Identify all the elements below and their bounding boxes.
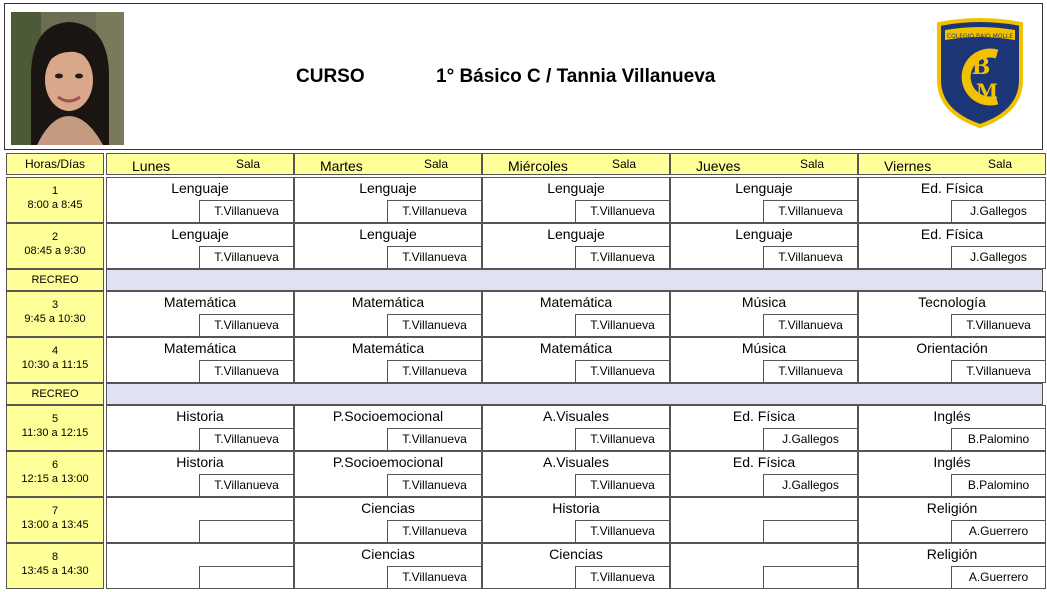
subject-name: Lenguaje <box>547 226 605 242</box>
subject-name: Música <box>741 294 787 310</box>
teacher-name <box>763 520 857 542</box>
teacher-name: T.Villanueva <box>575 474 669 496</box>
school-logo <box>935 16 1025 128</box>
period-time-cell <box>6 543 104 589</box>
schedule-cell <box>858 451 1046 497</box>
schedule-cell <box>482 223 670 269</box>
schedule-cell <box>106 543 294 589</box>
recreo-band <box>106 383 1043 405</box>
schedule-cell <box>106 451 294 497</box>
teacher-name: T.Villanueva <box>387 520 481 542</box>
subject-name: P.Socioemocional <box>332 408 444 424</box>
sala-label: Sala <box>423 157 448 171</box>
subject-name: Matemática <box>539 340 613 356</box>
schedule-cell <box>482 291 670 337</box>
day-header-lunes <box>106 153 294 175</box>
schedule-cell <box>106 497 294 543</box>
teacher-name <box>199 520 293 542</box>
period-time-range: 13:00 a 13:45 <box>21 519 89 531</box>
subject-name: P.Socioemocional <box>332 454 444 470</box>
subject-name: Matemática <box>351 340 425 356</box>
schedule-cell <box>106 291 294 337</box>
schedule-cell <box>482 177 670 223</box>
teacher-name: J.Gallegos <box>763 474 857 496</box>
schedule-table <box>4 153 1043 589</box>
schedule-cell <box>294 223 482 269</box>
period-number: 5 <box>51 413 59 425</box>
teacher-name: T.Villanueva <box>763 246 857 268</box>
schedule-cell <box>670 291 858 337</box>
teacher-name: T.Villanueva <box>199 360 293 382</box>
subject-name: Religión <box>926 500 978 516</box>
period-number: 3 <box>51 299 59 311</box>
teacher-name: T.Villanueva <box>387 566 481 588</box>
schedule-cell <box>858 291 1046 337</box>
teacher-name: T.Villanueva <box>575 428 669 450</box>
subject-name: Orientación <box>916 340 988 356</box>
schedule-cell <box>670 451 858 497</box>
period-time-cell <box>6 497 104 543</box>
schedule-cell <box>294 337 482 383</box>
day-header-jueves <box>670 153 858 175</box>
subject-name: Historia <box>552 500 600 516</box>
schedule-cell <box>294 497 482 543</box>
period-number: 8 <box>51 551 59 563</box>
recreo-label: RECREO <box>6 383 104 405</box>
teacher-name: T.Villanueva <box>575 520 669 542</box>
subject-name: Lenguaje <box>547 180 605 196</box>
schedule-cell <box>858 405 1046 451</box>
time-header: Horas/Días <box>6 153 104 175</box>
period-time-cell <box>6 223 104 269</box>
subject-name: Lenguaje <box>359 180 417 196</box>
teacher-name: T.Villanueva <box>387 428 481 450</box>
subject-name: Ed. Física <box>732 408 796 424</box>
teacher-portrait-image <box>11 12 124 145</box>
schedule-cell <box>670 337 858 383</box>
period-number: 1 <box>51 185 59 197</box>
teacher-name: J.Gallegos <box>951 246 1045 268</box>
schedule-cell <box>482 405 670 451</box>
day-name: Jueves <box>696 158 741 174</box>
teacher-name: T.Villanueva <box>387 474 481 496</box>
svg-text:B: B <box>971 54 991 80</box>
teacher-name: T.Villanueva <box>199 314 293 336</box>
schedule-cell <box>858 223 1046 269</box>
subject-name: Matemática <box>163 340 237 356</box>
svg-text:M: M <box>975 79 999 103</box>
schedule-cell <box>670 497 858 543</box>
schedule-cell <box>858 497 1046 543</box>
teacher-name: T.Villanueva <box>951 314 1045 336</box>
period-number: 2 <box>51 231 59 243</box>
teacher-name: A.Guerrero <box>951 566 1045 588</box>
day-name: Viernes <box>884 158 932 174</box>
schedule-cell <box>294 405 482 451</box>
teacher-name: T.Villanueva <box>199 428 293 450</box>
sala-label: Sala <box>987 157 1012 171</box>
teacher-name: T.Villanueva <box>575 566 669 588</box>
schedule-cell <box>670 223 858 269</box>
teacher-name: T.Villanueva <box>199 246 293 268</box>
period-time-cell <box>6 291 104 337</box>
teacher-name <box>763 566 857 588</box>
teacher-name: B.Palomino <box>951 428 1045 450</box>
period-time-range: 11:30 a 12:15 <box>21 427 89 439</box>
subject-name: Ed. Física <box>732 454 796 470</box>
period-time-range: 10:30 a 11:15 <box>21 359 89 371</box>
subject-name: Música <box>741 340 787 356</box>
teacher-name: B.Palomino <box>951 474 1045 496</box>
day-header-martes <box>294 153 482 175</box>
schedule-cell <box>294 543 482 589</box>
schedule-cell <box>294 291 482 337</box>
schedule-cell <box>858 177 1046 223</box>
teacher-name: T.Villanueva <box>575 246 669 268</box>
subject-name: Ciencias <box>361 500 415 516</box>
subject-name: Matemática <box>539 294 613 310</box>
teacher-photo <box>11 12 124 145</box>
teacher-name: T.Villanueva <box>387 200 481 222</box>
day-header-viernes <box>858 153 1046 175</box>
subject-name: Ciencias <box>549 546 603 562</box>
schedule-cell <box>106 337 294 383</box>
course-title: 1° Básico C / Tannia Villanueva <box>436 66 716 87</box>
teacher-name: T.Villanueva <box>575 360 669 382</box>
period-time-range: 8:00 a 8:45 <box>27 199 83 211</box>
teacher-name: T.Villanueva <box>199 200 293 222</box>
sala-label: Sala <box>799 157 824 171</box>
teacher-name: A.Guerrero <box>951 520 1045 542</box>
schedule-cell <box>482 451 670 497</box>
schedule-cell <box>106 177 294 223</box>
subject-name: Lenguaje <box>735 226 793 242</box>
teacher-name: T.Villanueva <box>387 360 481 382</box>
subject-name: Historia <box>176 454 224 470</box>
subject-name: Lenguaje <box>171 226 229 242</box>
day-name: Martes <box>320 158 363 174</box>
schedule-cell <box>482 497 670 543</box>
teacher-name: T.Villanueva <box>575 200 669 222</box>
subject-name: Lenguaje <box>359 226 417 242</box>
schedule-cell <box>294 451 482 497</box>
recreo-band <box>106 269 1043 291</box>
period-time-range: 12:15 a 13:00 <box>21 473 89 485</box>
schedule-cell <box>858 543 1046 589</box>
subject-name: Lenguaje <box>171 180 229 196</box>
schedule-cell <box>670 543 858 589</box>
curso-label: CURSO <box>296 66 365 87</box>
schedule-cell <box>670 177 858 223</box>
subject-name: Matemática <box>351 294 425 310</box>
day-name: Miércoles <box>508 158 568 174</box>
recreo-label: RECREO <box>6 269 104 291</box>
day-header-miércoles <box>482 153 670 175</box>
period-number: 6 <box>51 459 59 471</box>
subject-name: Tecnología <box>918 294 986 310</box>
teacher-name: T.Villanueva <box>763 360 857 382</box>
period-number: 7 <box>51 505 59 517</box>
teacher-name: T.Villanueva <box>387 314 481 336</box>
period-number: 4 <box>51 345 59 357</box>
schedule-cell <box>482 543 670 589</box>
schedule-cell <box>670 405 858 451</box>
subject-name: Historia <box>176 408 224 424</box>
period-time-cell <box>6 451 104 497</box>
subject-name: A.Visuales <box>543 454 609 470</box>
svg-text:COLEGIO BAJO MOLLE: COLEGIO BAJO MOLLE <box>946 33 1014 40</box>
schedule-cell <box>858 337 1046 383</box>
teacher-name: T.Villanueva <box>199 474 293 496</box>
subject-name: A.Visuales <box>543 408 609 424</box>
subject-name: Ed. Física <box>920 226 984 242</box>
schedule-cell <box>106 405 294 451</box>
schedule-cell <box>482 337 670 383</box>
subject-name: Inglés <box>933 408 971 424</box>
subject-name: Inglés <box>933 454 971 470</box>
teacher-name: T.Villanueva <box>763 200 857 222</box>
teacher-name: T.Villanueva <box>951 360 1045 382</box>
schedule-cell <box>106 223 294 269</box>
teacher-name: J.Gallegos <box>951 200 1045 222</box>
teacher-name: J.Gallegos <box>763 428 857 450</box>
period-time-range: 08:45 a 9:30 <box>24 245 86 257</box>
period-time-range: 13:45 a 14:30 <box>21 565 89 577</box>
period-time-cell <box>6 337 104 383</box>
sala-label: Sala <box>235 157 260 171</box>
period-time-cell <box>6 405 104 451</box>
teacher-name: T.Villanueva <box>387 246 481 268</box>
sala-label: Sala <box>611 157 636 171</box>
teacher-name: T.Villanueva <box>763 314 857 336</box>
day-name: Lunes <box>132 158 171 174</box>
period-time-range: 9:45 a 10:30 <box>24 313 86 325</box>
subject-name: Religión <box>926 546 978 562</box>
school-crest-icon <box>935 16 1025 128</box>
subject-name: Ed. Física <box>920 180 984 196</box>
schedule-cell <box>294 177 482 223</box>
subject-name: Matemática <box>163 294 237 310</box>
schedule-header <box>4 3 1043 150</box>
subject-name: Ciencias <box>361 546 415 562</box>
period-time-cell <box>6 177 104 223</box>
teacher-name <box>199 566 293 588</box>
teacher-name: T.Villanueva <box>575 314 669 336</box>
subject-name: Lenguaje <box>735 180 793 196</box>
